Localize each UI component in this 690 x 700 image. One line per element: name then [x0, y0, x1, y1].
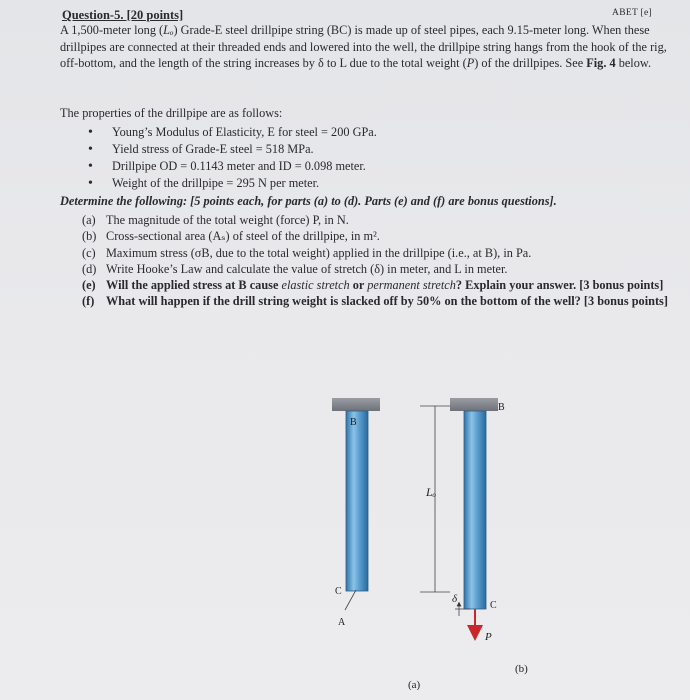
parts-list: [82, 212, 687, 310]
intro-fig-ref: Fig. 4: [586, 56, 616, 70]
property-item: • Drillpipe OD = 0.1143 meter and ID = 0.098 meter.: [88, 158, 377, 175]
part-text: Cross-sectional area (Aₛ) of steel of the drillpipe, in m².: [106, 229, 380, 244]
part-text-b: or: [349, 278, 368, 293]
part-text: The magnitude of the total weight (force) P, in N.: [106, 213, 349, 227]
part-a: [82, 212, 687, 228]
part-c: [82, 245, 687, 261]
caption-a: (a): [408, 679, 421, 690]
part-f: [82, 293, 687, 309]
left-support: [332, 398, 380, 411]
abet-tag: ABET [e]: [612, 8, 652, 18]
part-text: Maximum stress (σB, due to the total weight) applied in the drillpipe (i.e., at B), in Pa.: [106, 245, 532, 260]
part-text-a: Will the applied stress at B cause: [106, 278, 282, 293]
intro-text-c: ) of the drillpipes. See: [474, 56, 587, 70]
part-label: (e): [82, 278, 96, 293]
pipe-a: [346, 411, 368, 591]
label-B-right: B: [498, 402, 505, 413]
part-label: (b): [82, 229, 97, 244]
A-pointer: [345, 590, 356, 610]
figure-svg: [290, 378, 570, 690]
question-intro: [60, 22, 680, 72]
part-text-c: ? Explain your answer. [3 bonus points]: [455, 278, 664, 293]
question-title: Question-5. [20 points]: [62, 8, 184, 22]
properties-heading: The properties of the drillpipe are as follows:: [60, 106, 283, 120]
part-label: (d): [82, 261, 97, 276]
label-B-left: B: [350, 417, 357, 428]
label-A: A: [338, 617, 346, 628]
properties-list: [88, 124, 377, 192]
part-text: Write Hooke’s Law and calculate the value of stretch (δ) in meter, and L in meter.: [106, 261, 508, 276]
part-text-em: elastic stretch: [281, 278, 350, 293]
part-text: What will happen if the drill string weight is slacked off by 50% on the bottom of the well? [3 bonus points]: [106, 294, 668, 309]
part-label: (a): [82, 213, 96, 227]
determine-instructions: Determine the following: [5 points each, for parts (a) to (d). Parts (e) and (f) are bonus questions].: [60, 194, 557, 208]
label-P: P: [485, 631, 492, 643]
right-support: [450, 398, 498, 411]
part-text-em2: permanent stretch: [367, 278, 456, 293]
caption-b: (b): [515, 663, 528, 675]
label-delta: δ: [452, 593, 458, 605]
part-label: (f): [82, 294, 95, 309]
label-L0: Lₒ: [426, 485, 437, 499]
intro-L0: Lₒ: [163, 23, 174, 37]
part-e: [82, 277, 687, 293]
property-item: • Yield stress of Grade-E steel = 518 MPa.: [88, 141, 377, 158]
property-item: • Weight of the drillpipe = 295 N per meter.: [88, 175, 377, 192]
intro-P: P: [466, 56, 475, 70]
intro-text-a: A 1,500-meter long (: [60, 23, 164, 37]
intro-text-b: ) Grade-E steel drillpipe string (BC) is made up of steel pipes, each 9.15-meter long. When these drillpipes are connected at their threaded ends and lowered into the well, the drillpipe string hangs from the hook of the rig, off-bottom, and the length of the string increases by δ to L due to the total weight (: [60, 23, 667, 70]
label-C-right: C: [490, 600, 497, 611]
pipe-b: [464, 411, 486, 609]
part-d: [82, 261, 687, 277]
property-item: • Young’s Modulus of Elasticity, E for steel = 200 GPa.: [88, 124, 377, 141]
part-label: (c): [82, 245, 96, 260]
intro-text-d: below.: [615, 56, 652, 70]
part-b: [82, 228, 687, 244]
figure-drillpipe: [290, 378, 570, 690]
label-C-left: C: [335, 586, 342, 597]
